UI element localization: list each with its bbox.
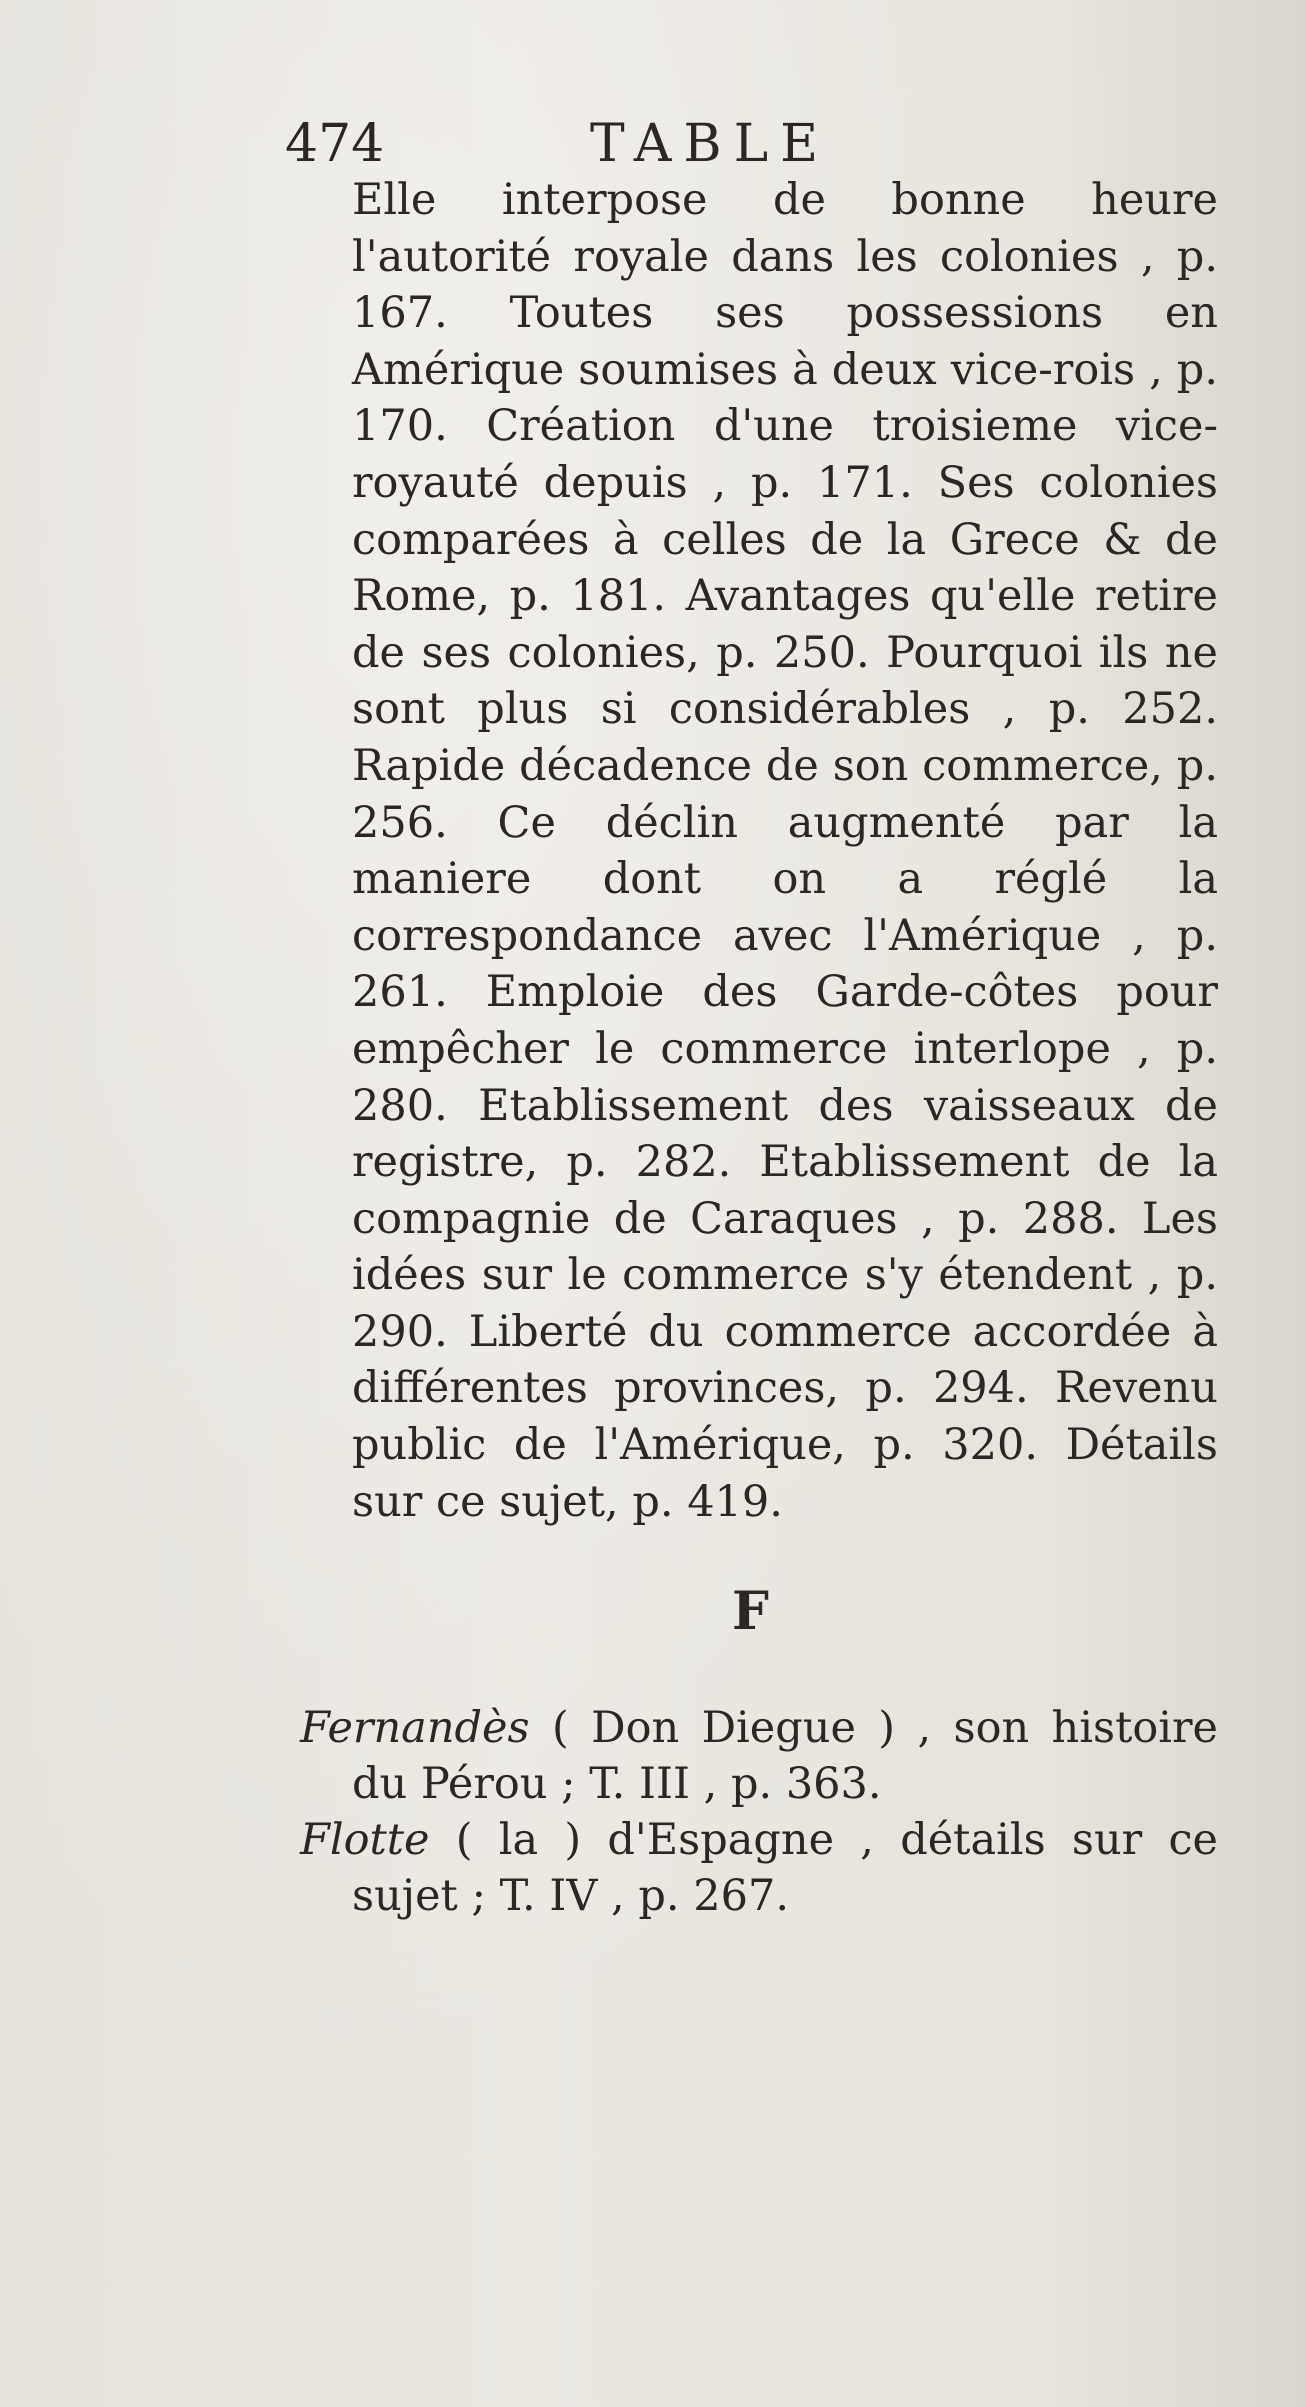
section-letter: F [732, 1581, 769, 1642]
index-entry-text: ( Don Diegue ) , son histoire du Pérou ; T. III , p. 363. [352, 1703, 1218, 1809]
index-entry-text: ( la ) d'Espagne , détails sur ce sujet ; T. IV , p. 267. [352, 1815, 1218, 1921]
index-entry [300, 1700, 1218, 1812]
index-entry-term: Fernandès [300, 1703, 530, 1753]
index-entry [300, 1812, 1218, 1924]
index-continuation-paragraph: Elle interpose de bonne heure l'autorité royale dans les colonies , p. 167. Toutes ses possessions en Amérique soumises à deux vice-rois , p. 170. Création d'une troisieme vice-royauté depuis , p. 171. Ses colonies comparées à celles de la Grece & de Rome, p. 181. Avantages qu'elle retire de ses colonies, p. 250. Pourquoi ils ne sont plus si considérables , p. 252. Rapide décadence de son commerce, p. 256. Ce déclin augmenté par la maniere dont on a réglé la correspondance avec l'Amérique , p. 261. Emploie des Garde-côtes pour empêcher le commerce interlope , p. 280. Etablissement des vaisseaux de registre, p. 282. Etablissement de la compagnie de Caraques , p. 288. Les idées sur le commerce s'y étendent , p. 290. Liberté du commerce accordée à différentes provinces, p. 294. Revenu public de l'Amérique, p. 320. Détails sur ce sujet, p. 419. [352, 175, 1218, 1527]
index-entry-term: Flotte [300, 1815, 430, 1865]
page-number: 474 [285, 114, 385, 174]
running-head: TABLE [590, 114, 831, 174]
